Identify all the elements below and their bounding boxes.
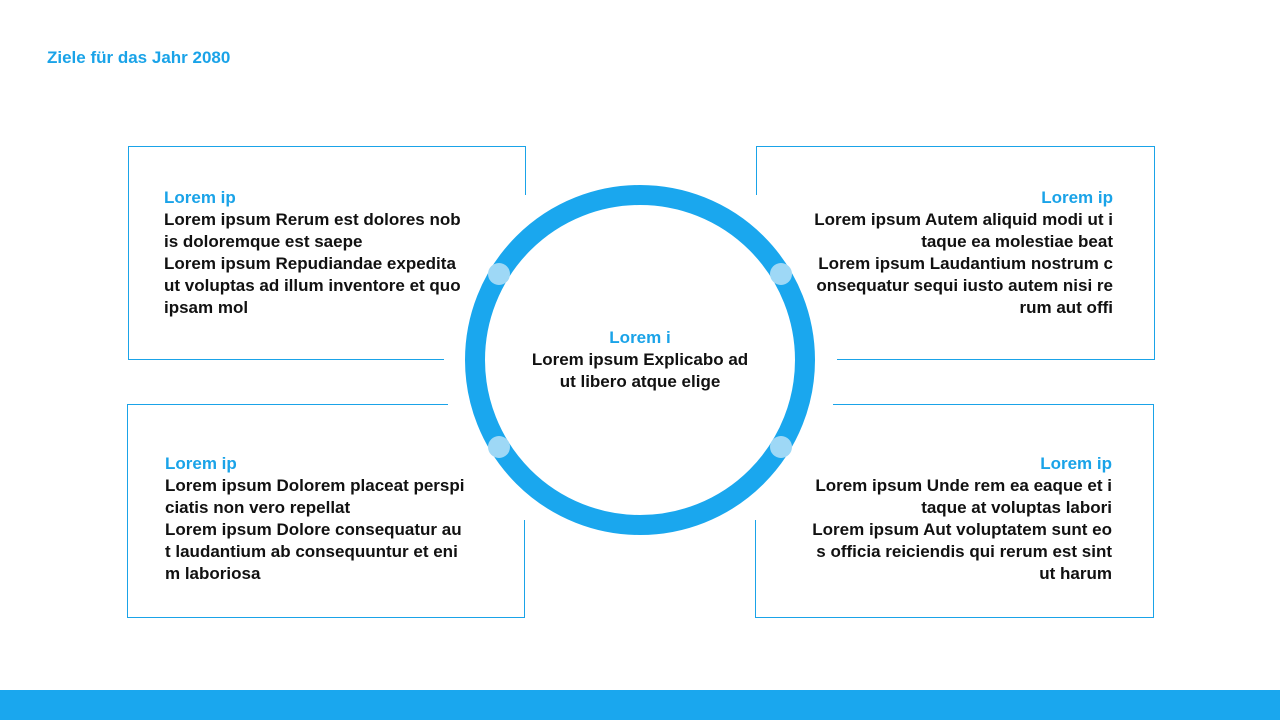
card-top-left-heading: Lorem ip	[164, 188, 236, 207]
center-content	[525, 327, 755, 393]
card-bottom-left	[127, 404, 525, 618]
footer-bar	[0, 690, 1280, 720]
ring-dot-top-left	[488, 263, 510, 285]
ring-dot-bottom-right	[770, 436, 792, 458]
card-bottom-right-line1: Lorem ipsum Unde rem ea eaque et itaque at voluptas labori	[815, 476, 1112, 517]
card-bottom-right	[755, 404, 1154, 618]
card-bottom-right-content	[812, 453, 1112, 585]
ring-dot-top-right	[770, 263, 792, 285]
card-top-right-line1: Lorem ipsum Autem aliquid modi ut itaque ea molestiae beat	[814, 210, 1113, 251]
card-top-left	[128, 146, 526, 360]
card-bottom-left-line1: Lorem ipsum Dolorem placeat perspiciatis non vero repellat	[165, 476, 465, 517]
card-bottom-left-line2: Lorem ipsum Dolore consequatur aut laudantium ab consequuntur et enim laboriosa	[165, 520, 462, 583]
card-top-right-heading: Lorem ip	[1041, 188, 1113, 207]
card-top-right-content	[813, 187, 1113, 319]
page-title: Ziele für das Jahr 2080	[47, 48, 231, 67]
card-top-left-line1: Lorem ipsum Rerum est dolores nobis doloremque est saepe	[164, 210, 461, 251]
card-bottom-right-heading: Lorem ip	[1040, 454, 1112, 473]
card-top-left-line2: Lorem ipsum Repudiandae expedita ut voluptas ad illum inventore et quo ipsam mol	[164, 254, 461, 317]
card-bottom-left-heading: Lorem ip	[165, 454, 237, 473]
ring-dot-bottom-left	[488, 436, 510, 458]
card-top-right-line2: Lorem ipsum Laudantium nostrum consequatur sequi iusto autem nisi rerum aut offi	[816, 254, 1113, 317]
card-bottom-left-content	[165, 453, 465, 585]
center-heading: Lorem i	[609, 328, 671, 347]
card-top-right	[756, 146, 1155, 360]
center-text: Lorem ipsum Explicabo ad ut libero atque elige	[531, 350, 749, 391]
card-top-left-content	[164, 187, 464, 319]
card-bottom-right-line2: Lorem ipsum Aut voluptatem sunt eos officia reiciendis qui rerum est sint ut harum	[812, 520, 1112, 583]
